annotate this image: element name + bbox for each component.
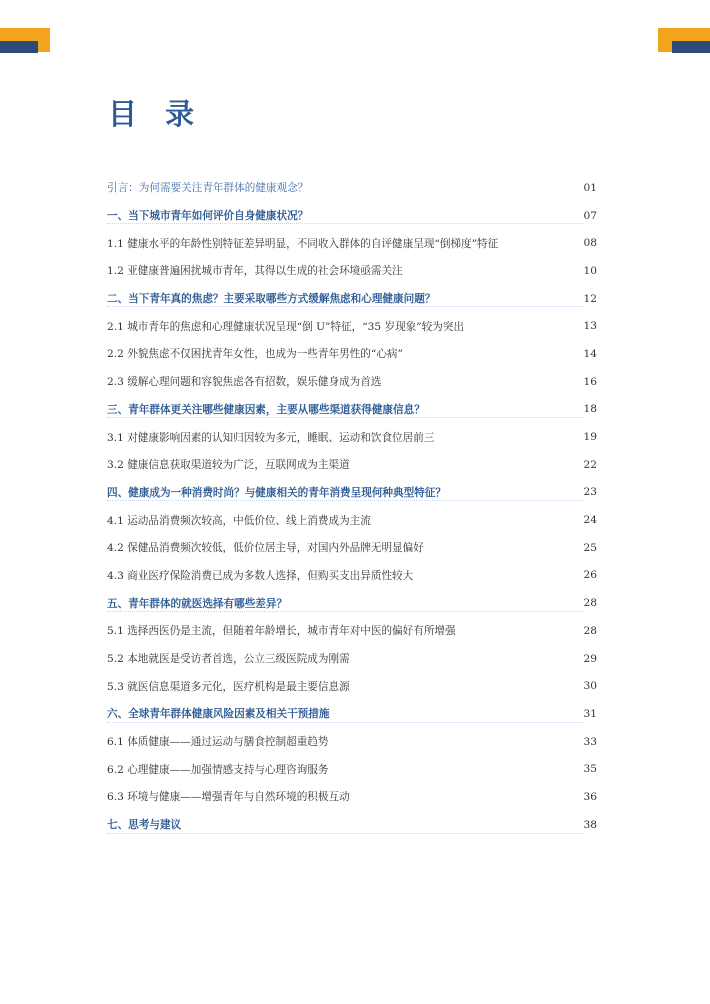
toc-page-number: 33 (583, 735, 597, 748)
toc-entry-label: 五、青年群体的就医选择有哪些差异？ (107, 597, 288, 610)
toc-entry-label: 6.3 环境与健康——增强青年与自然环境的积极互动 (107, 791, 350, 804)
toc-entry-label: 3.1 对健康影响因素的认知归因较为多元，睡眠、运动和饮食位居前三 (107, 431, 435, 444)
toc-entry-label: 2.1 城市青年的焦虑和心理健康状况呈现“倒 U”特征，“35 岁现象”较为突出 (107, 320, 465, 333)
toc-section-entry[interactable] (107, 423, 597, 451)
toc-page-number: 35 (583, 763, 597, 776)
toc-page-number: 24 (583, 514, 597, 527)
toc-section-entry[interactable] (107, 229, 597, 257)
toc-page-number: 38 (583, 818, 597, 831)
toc-section-entry[interactable] (107, 672, 597, 700)
toc-entry-label: 6.1 体质健康——通过运动与膳食控制超重趋势 (107, 736, 329, 749)
toc-page-number: 07 (583, 209, 597, 222)
toc-page-number: 14 (583, 347, 597, 360)
toc-entry-label: 引言：为何需要关注青年群体的健康观念？ (107, 182, 309, 195)
corner-accent-top-right-navy (672, 41, 710, 53)
corner-accent-top-left-navy (0, 41, 38, 53)
toc-section-entry[interactable] (107, 368, 597, 396)
toc-page-number: 25 (583, 541, 597, 554)
toc-page-number: 18 (583, 403, 597, 416)
toc-entry-label: 六、全球青年群体健康风险因素及相关干预措施 (107, 708, 330, 721)
toc-page-number: 36 (583, 790, 597, 803)
toc-page-number: 23 (583, 486, 597, 499)
toc-section-entry[interactable] (107, 257, 597, 285)
toc-entry-label: 一、当下城市青年如何评价自身健康状况？ (107, 210, 309, 223)
toc-entry-label: 三、青年群体更关注哪些健康因素，主要从哪些渠道获得健康信息？ (107, 403, 425, 416)
toc-entry-label: 4.1 运动品消费频次较高，中低价位、线上消费成为主流 (107, 514, 371, 527)
toc-page-number: 29 (583, 652, 597, 665)
toc-page-number: 13 (583, 320, 597, 333)
toc-section-entry[interactable] (107, 506, 597, 534)
toc-page-number: 28 (583, 624, 597, 637)
toc-entry-label: 四、健康成为一种消费时尚？与健康相关的青年消费呈现何种典型特征？ (107, 486, 446, 499)
toc-page-number: 26 (583, 569, 597, 582)
toc-section-entry[interactable] (107, 534, 597, 562)
toc-entry-label: 5.3 就医信息渠道多元化，医疗机构是最主要信息源 (107, 680, 350, 693)
toc-entry-label: 1.1 健康水平的年龄性别特征差异明显，不同收入群体的自评健康呈现“倒梯度”特征 (107, 237, 499, 250)
toc-chapter-entry[interactable] (107, 396, 597, 424)
toc-chapter-entry[interactable] (107, 589, 597, 617)
toc-chapter-entry[interactable] (107, 700, 597, 728)
toc-section-entry[interactable] (107, 451, 597, 479)
toc-page-number: 22 (583, 458, 597, 471)
toc-page-number: 19 (583, 431, 597, 444)
toc-section-entry[interactable] (107, 755, 597, 783)
toc-chapter-entry[interactable] (107, 479, 597, 507)
toc-intro-entry[interactable] (107, 174, 597, 202)
toc-section-entry[interactable] (107, 645, 597, 673)
toc-entry-label: 4.2 保健品消费频次较低，低价位居主导，对国内外品牌无明显偏好 (107, 542, 424, 555)
page-title: 目 录 (108, 97, 204, 131)
toc-entry-label: 二、当下青年真的焦虑？主要采取哪些方式缓解焦虑和心理健康问题？ (107, 293, 436, 306)
toc-section-entry[interactable] (107, 340, 597, 368)
toc-entry-label: 1.2 亚健康普遍困扰城市青年，其得以生成的社会环境亟需关注 (107, 265, 403, 278)
toc-page-number: 12 (583, 292, 597, 305)
toc-chapter-entry[interactable] (107, 811, 597, 839)
toc-page-number: 28 (583, 597, 597, 610)
toc-section-entry[interactable] (107, 312, 597, 340)
toc-entry-label: 七、思考与建议 (107, 819, 182, 832)
toc-section-entry[interactable] (107, 783, 597, 811)
toc-page-number: 01 (583, 181, 597, 194)
toc-chapter-entry[interactable] (107, 202, 597, 230)
toc-section-entry[interactable] (107, 562, 597, 590)
toc-entry-label: 6.2 心理健康——加强情感支持与心理咨询服务 (107, 763, 329, 776)
toc-entry-label: 4.3 商业医疗保险消费已成为多数人选择，但购买支出异质性较大 (107, 569, 414, 582)
toc-page-number: 31 (583, 707, 597, 720)
toc-page-number: 30 (583, 680, 597, 693)
toc-section-entry[interactable] (107, 617, 597, 645)
toc-chapter-entry[interactable] (107, 285, 597, 313)
toc-entry-label: 2.2 外貌焦虑不仅困扰青年女性，也成为一些青年男性的“心病” (107, 348, 403, 361)
toc-section-entry[interactable] (107, 728, 597, 756)
toc-page-number: 16 (583, 375, 597, 388)
table-of-contents (107, 174, 597, 839)
toc-entry-label: 3.2 健康信息获取渠道较为广泛，互联网成为主渠道 (107, 459, 350, 472)
toc-page-number: 10 (583, 264, 597, 277)
toc-entry-label: 2.3 缓解心理问题和容貌焦虑各有招数，娱乐健身成为首选 (107, 376, 382, 389)
toc-entry-label: 5.1 选择西医仍是主流，但随着年龄增长，城市青年对中医的偏好有所增强 (107, 625, 456, 638)
toc-page-number: 08 (583, 237, 597, 250)
toc-entry-label: 5.2 本地就医是受访者首选，公立三级医院成为刚需 (107, 653, 350, 666)
